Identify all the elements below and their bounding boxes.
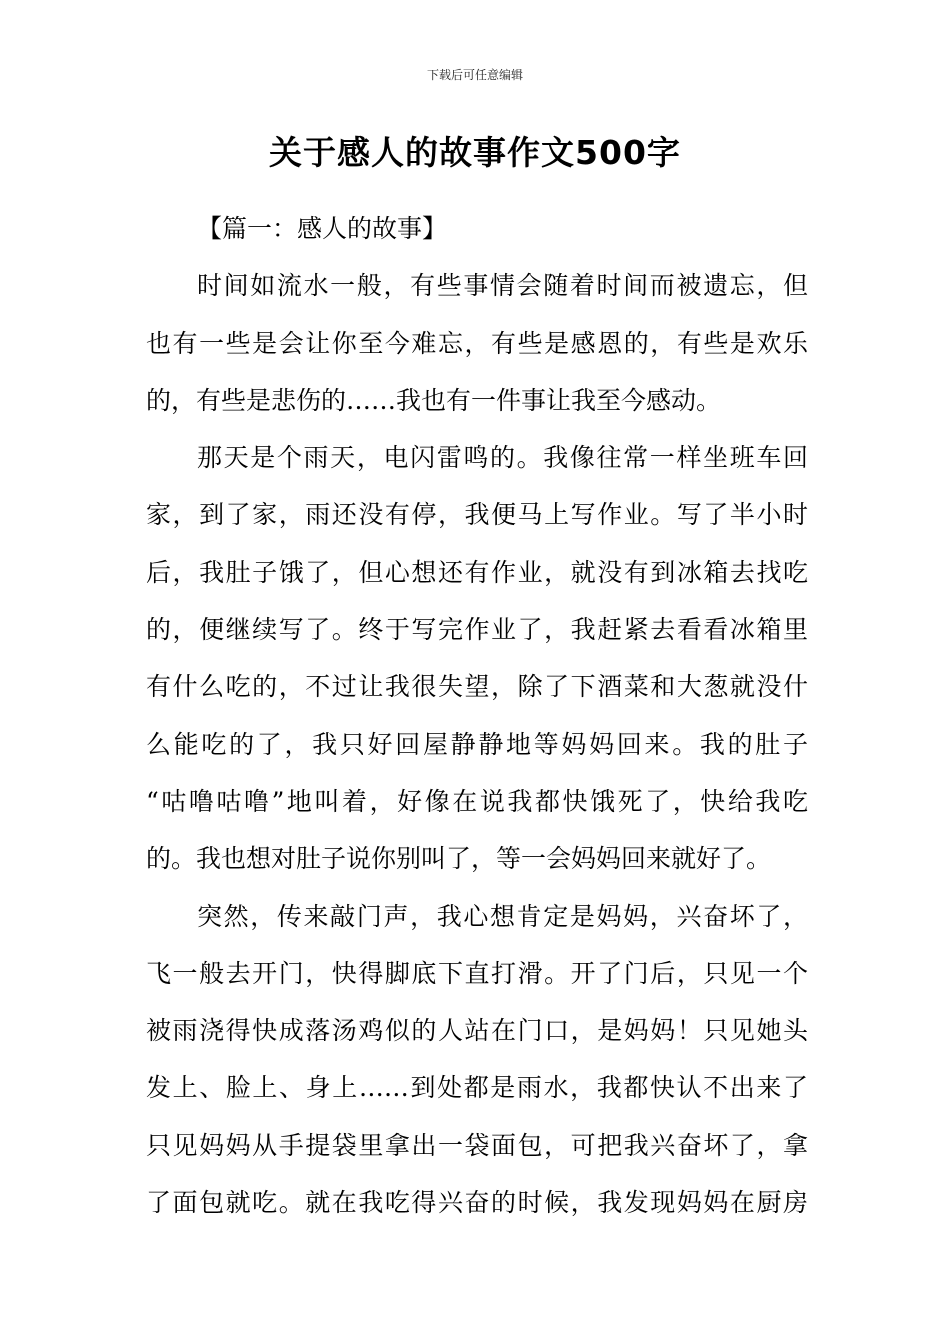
- paragraph-line: 时间如流水一般，有些事情会随着时间而被遗忘，但: [197, 271, 808, 301]
- paragraph-line: 了面包就吃。就在我吃得兴奋的时候，我发现妈妈在厨房: [146, 1188, 808, 1218]
- paragraph-line: 的。我也想对肚子说你别叫了，等一会妈妈回来就好了。: [146, 844, 772, 874]
- paragraph-line: 的，有些是悲伤的……我也有一件事让我至今感动。: [146, 385, 722, 415]
- paragraph-1: [146, 257, 808, 429]
- paragraph-line: 也有一些是会让你至今难忘，有些是感恩的，有些是欢乐: [146, 328, 808, 358]
- paragraph-line: “咕噜咕噜”地叫着，好像在说我都快饿死了，快给我吃: [146, 786, 808, 816]
- paragraph-3: [146, 888, 808, 1232]
- paragraph-line: 的，便继续写了。终于写完作业了，我赶紧去看看冰箱里: [146, 615, 808, 645]
- paragraph-line: 有什么吃的，不过让我很失望，除了下酒菜和大葱就没什: [146, 672, 808, 702]
- paragraph-line: 后，我肚子饿了，但心想还有作业，就没有到冰箱去找吃: [146, 557, 808, 587]
- document-body: [146, 200, 808, 1231]
- paragraph-2: [146, 429, 808, 887]
- header-note: 下载后可任意编辑: [426, 68, 523, 82]
- paragraph-line: 家，到了家，雨还没有停，我便马上写作业。写了半小时: [146, 500, 808, 530]
- document-title: 关于感人的故事作文500字: [269, 133, 681, 172]
- paragraph-line: 么能吃的了，我只好回屋静静地等妈妈回来。我的肚子: [146, 729, 808, 759]
- paragraph-line: 突然，传来敲门声，我心想肯定是妈妈，兴奋坏了，: [197, 901, 808, 931]
- paragraph-line: 只见妈妈从手提袋里拿出一袋面包，可把我兴奋坏了，拿: [146, 1130, 808, 1160]
- paragraph-line: 那天是个雨天，电闪雷鸣的。我像往常一样坐班车回: [197, 443, 808, 473]
- paragraph-line: 飞一般去开门，快得脚底下直打滑。开了门后，只见一个: [146, 958, 808, 988]
- section-heading: 【篇一：感人的故事】: [197, 214, 448, 243]
- paragraph-line: 发上、脸上、身上……到处都是雨水，我都快认不出来了: [146, 1073, 808, 1103]
- paragraph-line: 被雨浇得快成落汤鸡似的人站在门口，是妈妈！只见她头: [146, 1016, 808, 1046]
